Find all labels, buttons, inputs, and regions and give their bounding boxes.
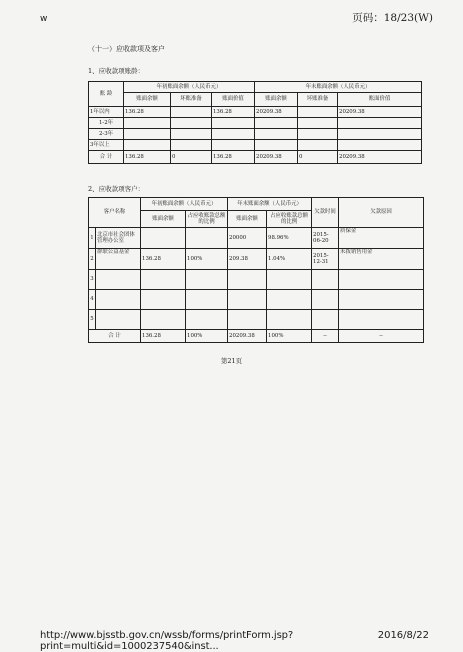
customers-group-end: 年末账面余额（人民币元） bbox=[228, 198, 312, 211]
row-no: 4 bbox=[89, 290, 96, 310]
cell: 1.04% bbox=[267, 249, 312, 270]
cell: 209.38 bbox=[228, 249, 267, 270]
aging-row-header: 账 龄 bbox=[89, 82, 124, 107]
table-row bbox=[89, 228, 424, 249]
customers-col-ratio-end: 占应收账款总额的比例 bbox=[267, 211, 312, 228]
table-row bbox=[89, 310, 424, 330]
cell: 0 bbox=[171, 151, 212, 164]
aging-col: 账面余额 bbox=[255, 93, 298, 107]
cell bbox=[255, 118, 298, 129]
row-no: 5 bbox=[89, 310, 96, 330]
cell: 136.28 bbox=[124, 107, 171, 118]
customers-col-reason: 欠款原因 bbox=[339, 198, 424, 228]
page-number: 第21页 bbox=[220, 357, 243, 365]
cell: 未拨销售用金 bbox=[339, 249, 424, 270]
page-code: 页码：18/23(W) bbox=[352, 12, 433, 24]
row-no: 2 bbox=[89, 249, 96, 270]
cell: 100% bbox=[267, 330, 312, 343]
cell: 2015-12-31 bbox=[312, 249, 339, 270]
table-row-total bbox=[89, 330, 424, 343]
cell: 136.28 bbox=[141, 330, 186, 343]
cell bbox=[124, 129, 171, 140]
cell bbox=[141, 290, 186, 310]
aging-label: 3年以上 bbox=[89, 140, 124, 151]
cell: 20209.38 bbox=[228, 330, 267, 343]
cell: 136.28 bbox=[212, 151, 255, 164]
table-row bbox=[89, 270, 424, 290]
cell bbox=[186, 290, 228, 310]
cell bbox=[124, 140, 171, 151]
cell: 136.28 bbox=[141, 249, 186, 270]
aging-table bbox=[88, 81, 422, 164]
customers-col-balance-end: 账面余额 bbox=[228, 211, 267, 228]
cell bbox=[298, 107, 338, 118]
cell: 质保金 bbox=[339, 228, 424, 249]
cell bbox=[338, 140, 422, 151]
row-no: 1 bbox=[89, 228, 96, 249]
customers-col-balance-start: 账面余额 bbox=[141, 211, 186, 228]
aging-col: 账面余额 bbox=[124, 93, 171, 107]
customers-group-start: 年初账面余额（人民币元） bbox=[141, 198, 228, 211]
cell: 20209.38 bbox=[338, 151, 422, 164]
cell: 0 bbox=[298, 151, 338, 164]
cell bbox=[212, 118, 255, 129]
cell bbox=[267, 270, 312, 290]
table-row bbox=[89, 107, 422, 118]
cell bbox=[186, 228, 228, 249]
cell bbox=[298, 118, 338, 129]
cell: 98.96% bbox=[267, 228, 312, 249]
aging-group-start: 年初账面余额（人民币元） bbox=[124, 82, 255, 93]
cell: 100% bbox=[186, 330, 228, 343]
customer-name bbox=[96, 270, 141, 290]
cell bbox=[141, 270, 186, 290]
aging-col: 坏账准备 bbox=[171, 93, 212, 107]
cell bbox=[141, 228, 186, 249]
customers-col-ratio-start: 占应收账款总额的比例 bbox=[186, 211, 228, 228]
aging-col: 坏账准备 bbox=[298, 93, 338, 107]
cell: 136.28 bbox=[212, 107, 255, 118]
customer-name bbox=[96, 290, 141, 310]
total-label: 合 计 bbox=[89, 330, 141, 343]
cell bbox=[228, 270, 267, 290]
cell bbox=[141, 310, 186, 330]
cell: 20000 bbox=[228, 228, 267, 249]
aging-group-end: 年末账面余额（人民币元） bbox=[255, 82, 422, 93]
cell: 2015-06-20 bbox=[312, 228, 339, 249]
customer-name bbox=[96, 310, 141, 330]
cell bbox=[171, 107, 212, 118]
cell bbox=[171, 118, 212, 129]
cell bbox=[339, 290, 424, 310]
cell bbox=[312, 310, 339, 330]
customer-name: 群联公益基金 bbox=[96, 249, 141, 270]
cell: 20209.38 bbox=[255, 107, 298, 118]
table-row bbox=[89, 290, 424, 310]
aging-label: 1年以内 bbox=[89, 107, 124, 118]
cell bbox=[338, 129, 422, 140]
table-row bbox=[89, 118, 422, 129]
customer-name: 北京市社会团体管理办公室 bbox=[96, 228, 141, 249]
customers-subtitle: 2、应收款项客户： bbox=[88, 185, 145, 193]
cell bbox=[255, 140, 298, 151]
aging-subtitle: 1、应收款项账龄： bbox=[88, 67, 145, 75]
cell: 100% bbox=[186, 249, 228, 270]
cell: 20209.38 bbox=[338, 107, 422, 118]
cell bbox=[298, 129, 338, 140]
cell bbox=[338, 118, 422, 129]
cell bbox=[267, 290, 312, 310]
footer-url: http://www.bjsstb.gov.cn/wssb/forms/printForm.jsp?print=multi&id=1000237540&inst... bbox=[40, 630, 294, 652]
cell bbox=[186, 270, 228, 290]
table-row bbox=[89, 249, 424, 270]
aging-col: 账面价值 bbox=[212, 93, 255, 107]
cell: -- bbox=[339, 330, 424, 343]
cell bbox=[186, 310, 228, 330]
cell bbox=[339, 270, 424, 290]
table-row bbox=[89, 151, 422, 164]
aging-label: 2-3年 bbox=[89, 129, 124, 140]
cell: 136.28 bbox=[124, 151, 171, 164]
cell bbox=[228, 290, 267, 310]
cell: -- bbox=[312, 330, 339, 343]
cell bbox=[267, 310, 312, 330]
cell: 20209.38 bbox=[255, 151, 298, 164]
row-no: 3 bbox=[89, 270, 96, 290]
table-row bbox=[89, 129, 422, 140]
header-mark: w bbox=[40, 14, 48, 24]
cell bbox=[171, 129, 212, 140]
customers-col-name: 客户名称 bbox=[89, 198, 141, 228]
cell bbox=[312, 290, 339, 310]
aging-col: 账面价值 bbox=[338, 93, 422, 107]
customers-col-time: 欠款时间 bbox=[312, 198, 339, 228]
cell bbox=[312, 270, 339, 290]
cell bbox=[212, 129, 255, 140]
cell bbox=[339, 310, 424, 330]
aging-label: 1-2年 bbox=[89, 118, 124, 129]
footer-date: 2016/8/22 bbox=[377, 630, 429, 641]
cell bbox=[124, 118, 171, 129]
aging-label: 合 计 bbox=[89, 151, 124, 164]
table-row bbox=[89, 140, 422, 151]
customers-table bbox=[88, 197, 424, 343]
cell bbox=[212, 140, 255, 151]
cell bbox=[171, 140, 212, 151]
section-title: （十一）应收款项及客户 bbox=[88, 45, 165, 53]
cell bbox=[228, 310, 267, 330]
cell bbox=[298, 140, 338, 151]
cell bbox=[255, 129, 298, 140]
